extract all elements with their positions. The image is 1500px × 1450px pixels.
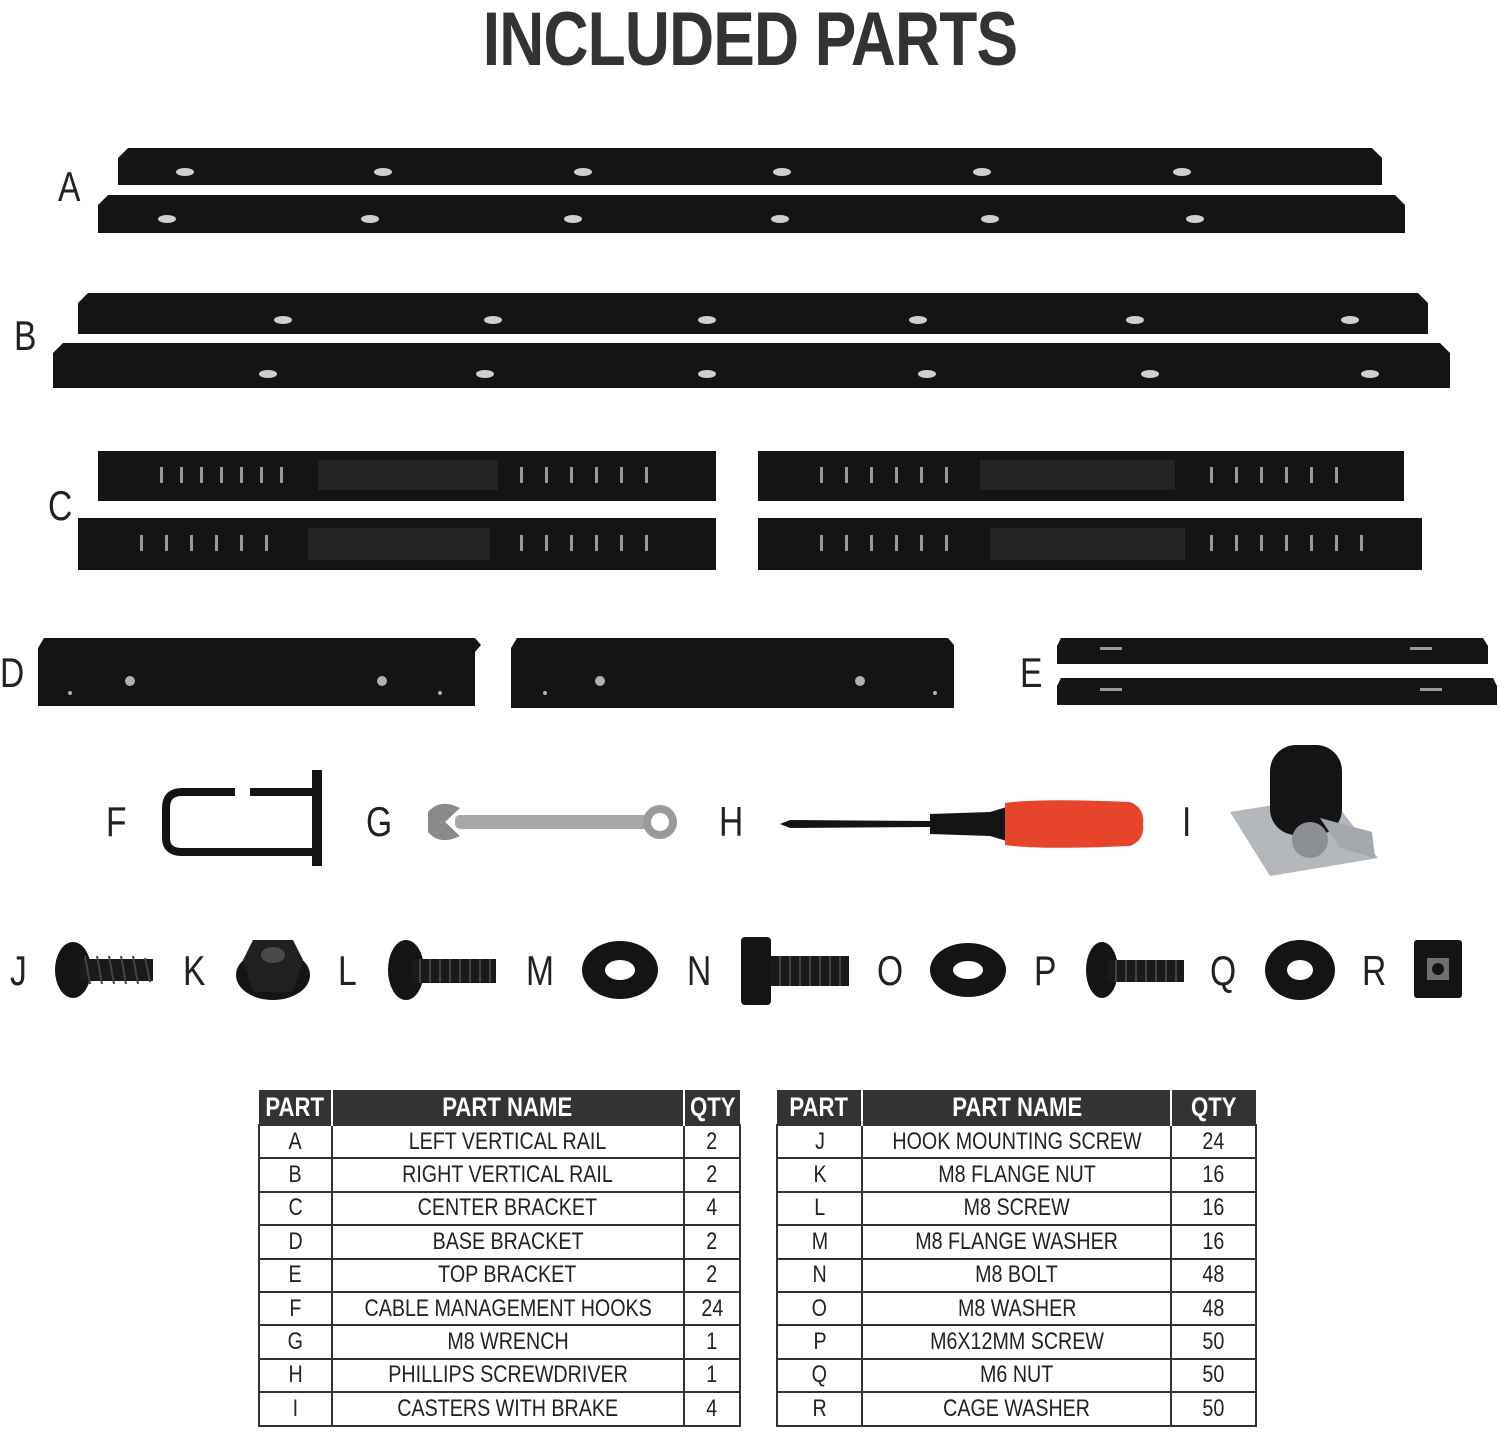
part-name-cell: M8 BOLT	[975, 1261, 1059, 1289]
qty-cell: 4	[706, 1394, 718, 1422]
part-label-p: P	[1034, 947, 1057, 994]
part-e-top-bracket-image	[1057, 638, 1497, 705]
part-name-cell: PHILLIPS SCREWDRIVER	[387, 1361, 628, 1389]
page-title: INCLUDED PARTS	[482, 0, 1018, 82]
part-cell: R	[812, 1394, 827, 1422]
table-row	[259, 1392, 740, 1425]
part-o-m8-washer-image	[930, 943, 1006, 997]
part-cell: A	[288, 1127, 302, 1155]
part-p-m6-screw-image	[1086, 942, 1184, 998]
part-label-e: E	[1020, 649, 1043, 696]
parts-table-right	[776, 1090, 1257, 1427]
part-label-b: B	[14, 312, 37, 359]
part-j-hook-screw-image	[55, 942, 153, 998]
qty-cell: 50	[1202, 1361, 1225, 1389]
part-cell: E	[288, 1261, 302, 1289]
part-name-cell: M8 FLANGE WASHER	[915, 1227, 1119, 1255]
part-q-m6-nut-image	[1265, 940, 1335, 1000]
part-cell: M	[811, 1227, 828, 1255]
part-a-left-vertical-rail-image	[98, 148, 1405, 233]
table-row	[777, 1359, 1256, 1392]
header-qty: QTY	[1171, 1090, 1256, 1125]
part-label-c: C	[48, 482, 73, 529]
part-name-cell: M6X12MM SCREW	[929, 1328, 1104, 1356]
part-cell: G	[287, 1328, 303, 1356]
table-row	[259, 1158, 740, 1191]
header-part: PART	[259, 1090, 332, 1125]
table-row	[259, 1292, 740, 1325]
table-row	[777, 1392, 1256, 1425]
part-k-flange-nut-image	[236, 940, 310, 1000]
qty-cell: 16	[1202, 1161, 1225, 1189]
part-label-l: L	[338, 947, 357, 994]
table-row	[259, 1192, 740, 1225]
part-name-cell: LEFT VERTICAL RAIL	[408, 1127, 607, 1155]
part-h-screwdriver-image	[780, 800, 1143, 848]
table-row	[777, 1125, 1256, 1158]
part-cell: D	[288, 1227, 303, 1255]
part-cell: Q	[812, 1361, 828, 1389]
part-label-n: N	[687, 947, 712, 994]
part-cell: I	[292, 1394, 298, 1422]
qty-cell: 16	[1202, 1227, 1225, 1255]
qty-cell: 4	[706, 1194, 718, 1222]
part-cell: L	[814, 1194, 826, 1222]
header-part-name: PART NAME	[862, 1090, 1171, 1125]
part-b-right-vertical-rail-image	[53, 293, 1450, 388]
part-cell: P	[813, 1328, 827, 1356]
part-cell: N	[812, 1261, 827, 1289]
table-row	[777, 1158, 1256, 1191]
qty-cell: 2	[706, 1261, 718, 1289]
qty-cell: 24	[701, 1294, 724, 1322]
table-header-row	[777, 1090, 1256, 1125]
qty-cell: 2	[706, 1227, 718, 1255]
header-qty: QTY	[684, 1090, 741, 1125]
part-d-base-bracket-image	[38, 638, 954, 708]
table-row	[777, 1259, 1256, 1292]
part-cell: B	[288, 1161, 302, 1189]
part-label-g: G	[366, 798, 393, 845]
part-name-cell: CABLE MANAGEMENT HOOKS	[364, 1294, 652, 1322]
table-row	[259, 1325, 740, 1358]
table-header-row	[259, 1090, 740, 1125]
part-label-o: O	[877, 947, 904, 994]
table-row	[259, 1259, 740, 1292]
table-row	[259, 1359, 740, 1392]
qty-cell: 48	[1202, 1261, 1225, 1289]
header-part-name: PART NAME	[332, 1090, 684, 1125]
part-name-cell: BASE BRACKET	[432, 1227, 584, 1255]
header-part: PART	[777, 1090, 862, 1125]
part-label-h: H	[719, 798, 744, 845]
part-name-cell: CENTER BRACKET	[417, 1194, 598, 1222]
table-row	[777, 1292, 1256, 1325]
qty-cell: 2	[706, 1161, 718, 1189]
table-row	[259, 1125, 740, 1158]
part-f-cable-hook-image	[166, 770, 322, 866]
part-r-cage-washer-image	[1414, 940, 1462, 998]
qty-cell: 1	[706, 1328, 718, 1356]
part-label-d: D	[0, 649, 25, 696]
part-m-flange-washer-image	[582, 941, 658, 999]
table-row	[259, 1225, 740, 1258]
part-label-k: K	[183, 947, 206, 994]
part-name-cell: CASTERS WITH BRAKE	[397, 1394, 619, 1422]
part-label-r: R	[1362, 947, 1387, 994]
part-cell: C	[288, 1194, 303, 1222]
part-label-f: F	[106, 798, 127, 845]
part-cell: F	[289, 1294, 302, 1322]
part-name-cell: M6 NUT	[980, 1361, 1054, 1389]
part-g-wrench-image	[428, 804, 677, 840]
part-name-cell: CAGE WASHER	[943, 1394, 1091, 1422]
part-name-cell: RIGHT VERTICAL RAIL	[402, 1161, 613, 1189]
part-l-m8-screw-image	[388, 940, 496, 1000]
part-c-center-bracket-image	[78, 451, 1422, 570]
part-label-m: M	[526, 947, 554, 994]
part-name-cell: TOP BRACKET	[438, 1261, 577, 1289]
part-cell: H	[288, 1361, 303, 1389]
table-row	[777, 1192, 1256, 1225]
qty-cell: 50	[1202, 1394, 1225, 1422]
part-label-q: Q	[1210, 947, 1237, 994]
qty-cell: 2	[706, 1127, 718, 1155]
qty-cell: 24	[1202, 1127, 1225, 1155]
qty-cell: 1	[706, 1361, 718, 1389]
part-cell: O	[812, 1294, 828, 1322]
part-label-i: I	[1182, 798, 1192, 845]
parts-table-left	[258, 1090, 741, 1427]
part-name-cell: M8 WASHER	[957, 1294, 1077, 1322]
part-cell: K	[813, 1161, 827, 1189]
part-name-cell: HOOK MOUNTING SCREW	[892, 1127, 1142, 1155]
qty-cell: 50	[1202, 1328, 1225, 1356]
part-label-j: J	[10, 947, 27, 994]
part-label-a: A	[58, 163, 81, 210]
table-row	[777, 1225, 1256, 1258]
part-cell: J	[814, 1127, 825, 1155]
part-name-cell: M8 SCREW	[963, 1194, 1070, 1222]
part-i-caster-image	[1230, 745, 1378, 876]
part-name-cell: M8 FLANGE NUT	[938, 1161, 1096, 1189]
table-row	[777, 1325, 1256, 1358]
part-n-m8-bolt-image	[741, 937, 849, 1005]
part-name-cell: M8 WRENCH	[446, 1328, 569, 1356]
qty-cell: 16	[1202, 1194, 1225, 1222]
qty-cell: 48	[1202, 1294, 1225, 1322]
